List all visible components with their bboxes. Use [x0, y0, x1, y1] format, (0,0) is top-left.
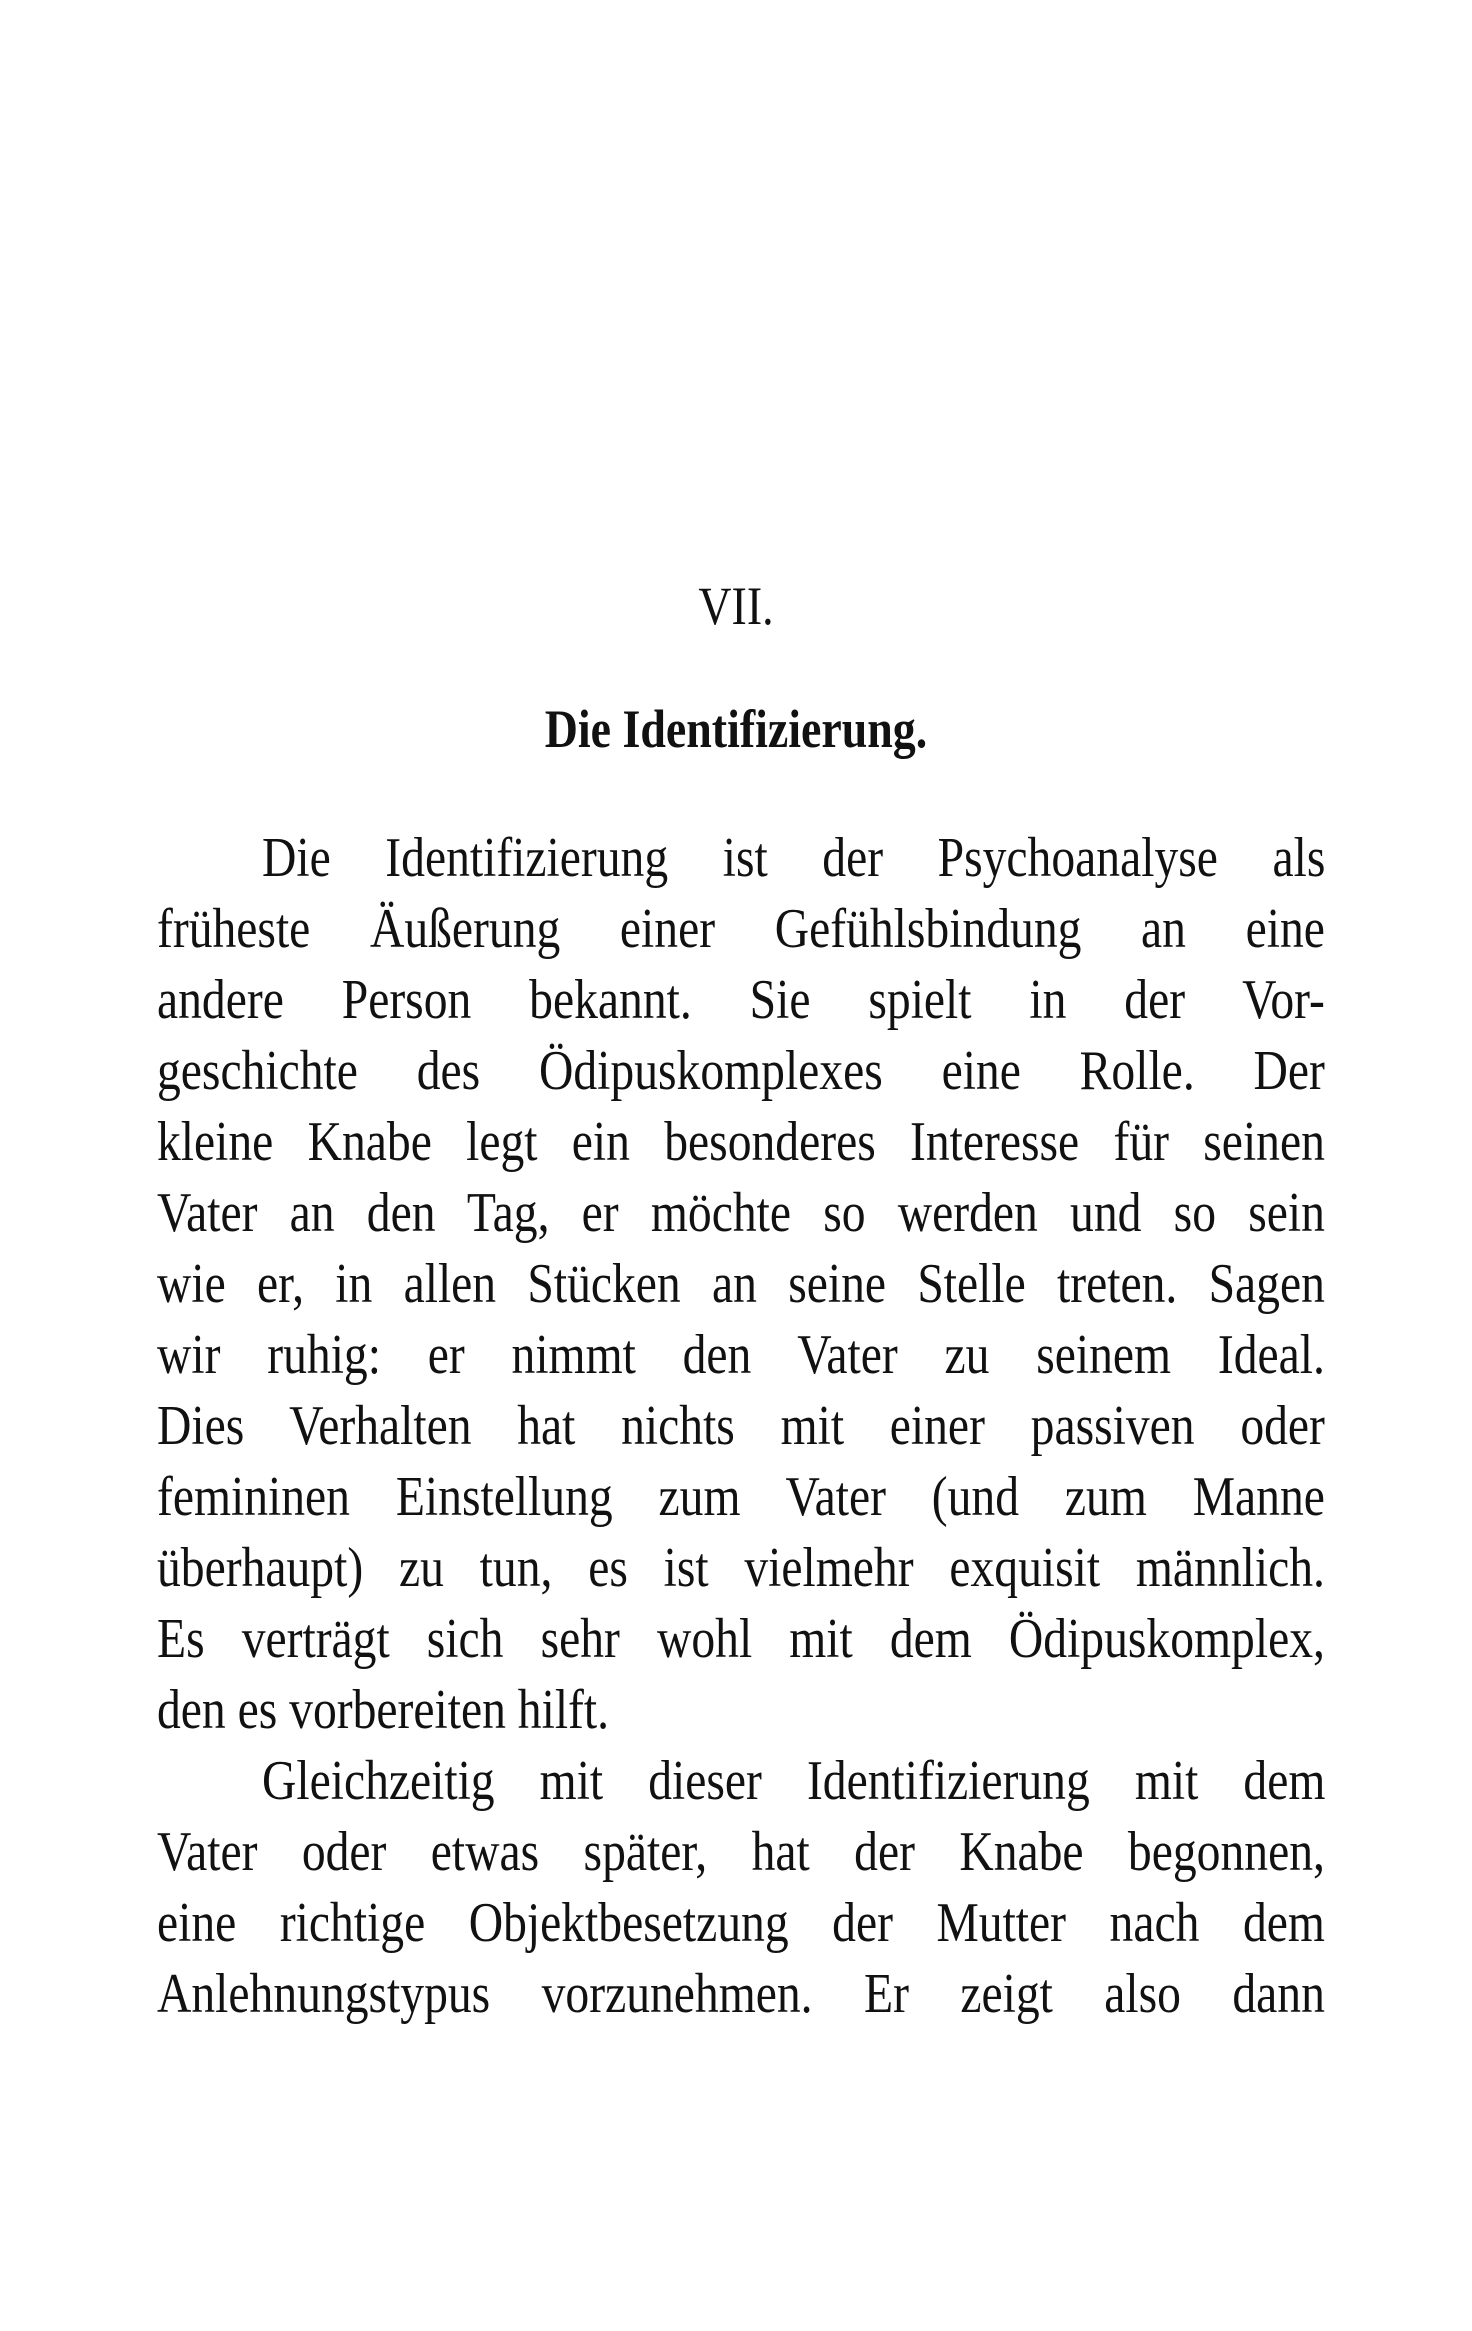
text-line: überhaupt) zu tun, es ist vielmehr exquisit männlich.	[157, 1537, 1325, 1599]
text-line: Vater oder etwas später, hat der Knabe begonnen,	[157, 1821, 1325, 1883]
text-line: den es vorbereiten hilft.	[157, 1679, 610, 1741]
text-line: geschichte des Ödipuskomplexes eine Rolle. Der	[157, 1040, 1325, 1102]
text-line: wir ruhig: er nimmt den Vater zu seinem Ideal.	[157, 1324, 1325, 1386]
text-line: Dies Verhalten hat nichts mit einer passiven oder	[157, 1395, 1325, 1457]
text-line: Die Identifizierung ist der Psychoanalyse als	[262, 827, 1326, 889]
text-line: Es verträgt sich sehr wohl mit dem Ödipuskomplex,	[157, 1608, 1325, 1670]
text-line: Anlehnungstypus vorzunehmen. Er zeigt also dann	[157, 1963, 1325, 2025]
text-line: Vater an den Tag, er möchte so werden und so sein	[157, 1182, 1325, 1244]
text-line: Gleichzeitig mit dieser Identifizierung mit dem	[262, 1750, 1326, 1812]
text-line: femininen Einstellung zum Vater (und zum Manne	[157, 1466, 1325, 1528]
text-line: früheste Äußerung einer Gefühlsbindung an eine	[157, 898, 1325, 960]
text-line: eine richtige Objektbesetzung der Mutter nach dem	[157, 1892, 1325, 1954]
chapter-title: Die Identifizierung.	[544, 699, 928, 759]
chapter-number: VII.	[698, 576, 774, 636]
text-line: andere Person bekannt. Sie spielt in der Vor-	[157, 969, 1325, 1031]
text-line: wie er, in allen Stücken an seine Stelle treten. Sagen	[157, 1253, 1325, 1315]
text-line: kleine Knabe legt ein besonderes Interesse für seinen	[157, 1111, 1325, 1173]
